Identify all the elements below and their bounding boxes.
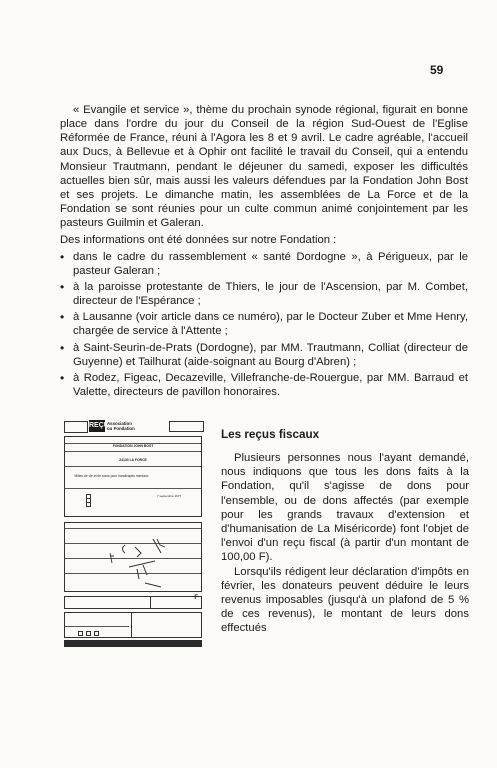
form-row	[65, 437, 201, 444]
article-body	[60, 103, 468, 399]
beneficiary-section	[64, 436, 202, 517]
sidebar-article	[221, 428, 469, 636]
amount-divider	[150, 597, 151, 608]
bullet-list	[60, 250, 468, 400]
bullet-item: • dans le cadre du rassemblement « santé Dordogne », à Périgueux, par le pasteur Galeran ;	[60, 250, 468, 278]
receipt-number-box	[169, 421, 204, 432]
receipt-form	[60, 418, 206, 654]
recu-logo: REÇU	[89, 420, 105, 432]
form-footer-stripe	[64, 640, 202, 647]
bullet-item: • à Lausanne (voir article dans ce numéro), par le Docteur Zuber et Mme Henry, chargée de service à l'Attente ;	[60, 310, 468, 338]
donor-section	[64, 522, 202, 592]
article-intro: Des informations ont été données sur notre Fondation :	[60, 234, 337, 247]
form-row	[65, 467, 201, 489]
form-row	[65, 452, 201, 467]
checkbox	[86, 631, 91, 636]
beneficiary-name: FONDATION JOHN BOST	[112, 443, 154, 448]
form-header	[64, 420, 202, 432]
payment-checkboxes	[77, 631, 100, 636]
bullet-item: • à Rodez, Figeac, Decazeville, Villefranche-de-Rouergue, par MM. Barraud et Valette, directeurs de pavillon honoraires.	[60, 371, 468, 399]
currency-mark: F	[194, 595, 198, 601]
beneficiary-city: 24130 LA FORCE	[119, 457, 147, 462]
form-line	[65, 626, 129, 627]
amount-section	[64, 596, 202, 609]
receipt-date: 7 septembre 1977	[157, 494, 182, 498]
bullet-item: • à la paroisse protestante de Thiers, le jour de l'Ascension, par M. Combet, directeur de l'Espérance ;	[60, 280, 468, 308]
sidebar-paragraph: Plusieurs personnes nous l'ayant demandé, nous indiquons que tous les dons faits à la Fondation, qu'il s'agisse de dons pour l'ensemble, ou de dons affectés (par exemple pour les grands travaux d'extension et d'humanisation de La Miséricorde) font l'objet de l'envoi d'un reçu fiscal (à partir d'un montant de 100,00 F).	[221, 452, 469, 564]
form-row	[65, 444, 201, 452]
form-reference-stamp	[64, 421, 88, 433]
page-number: 59	[430, 63, 444, 77]
checkbox	[94, 631, 99, 636]
signature-section	[64, 612, 202, 638]
association-line: Association	[107, 421, 132, 426]
association-label	[107, 421, 147, 431]
association-line: ou Fondation	[107, 426, 135, 431]
article-paragraph: « Evangile et service », thème du prochain synode régional, figurait en bonne place dans l'ordre du jour du Conseil de la région Sud-Ouest de l'Eglise Réformée de France, réuni à l'Agora les 8 et 9 avril. Le cadre agréable, l'accueil aux Ducs, à Bellevue et à Ophir ont facilité le travail du Conseil, qui a entendu Monsieur Trautmann, pendant le déjeuner du samedi, exposer les difficultés actuelles bien sûr, mais aussi les valeurs défendues par la Fondation John Bost et ses projets. Le dimanche matin, les assemblées de La Force et de la Fondation se sont réunies pour un culte commun animé conjointement par les pasteurs Guilmin et Galeran.	[60, 104, 468, 230]
checkbox	[78, 631, 83, 636]
receipt-figure	[60, 418, 206, 666]
object-text: Milieu de vie et de soins pour handicapés mentaux	[74, 473, 149, 478]
form-row	[65, 489, 201, 508]
handwritten-marks-graphic	[65, 523, 203, 593]
checkbox	[86, 502, 91, 507]
sidebar-paragraph: Lorsqu'ils rédigent leur déclaration d'impôts en février, les donateurs peuvent déduire le leurs revenus imposables (jusqu'à un plafond de 5 % de ces revenus), le montant de leurs dons effectués	[221, 565, 469, 635]
sidebar-title: Les reçus fiscaux	[221, 428, 320, 441]
signature-divider	[131, 613, 132, 637]
bullet-item: • à Saint-Seurin-de-Prats (Dordogne), par MM. Trautmann, Colliat (directeur de Guyenne) et Tailhurat (aide-soignant au Bourg d'Abren) ;	[60, 341, 468, 369]
